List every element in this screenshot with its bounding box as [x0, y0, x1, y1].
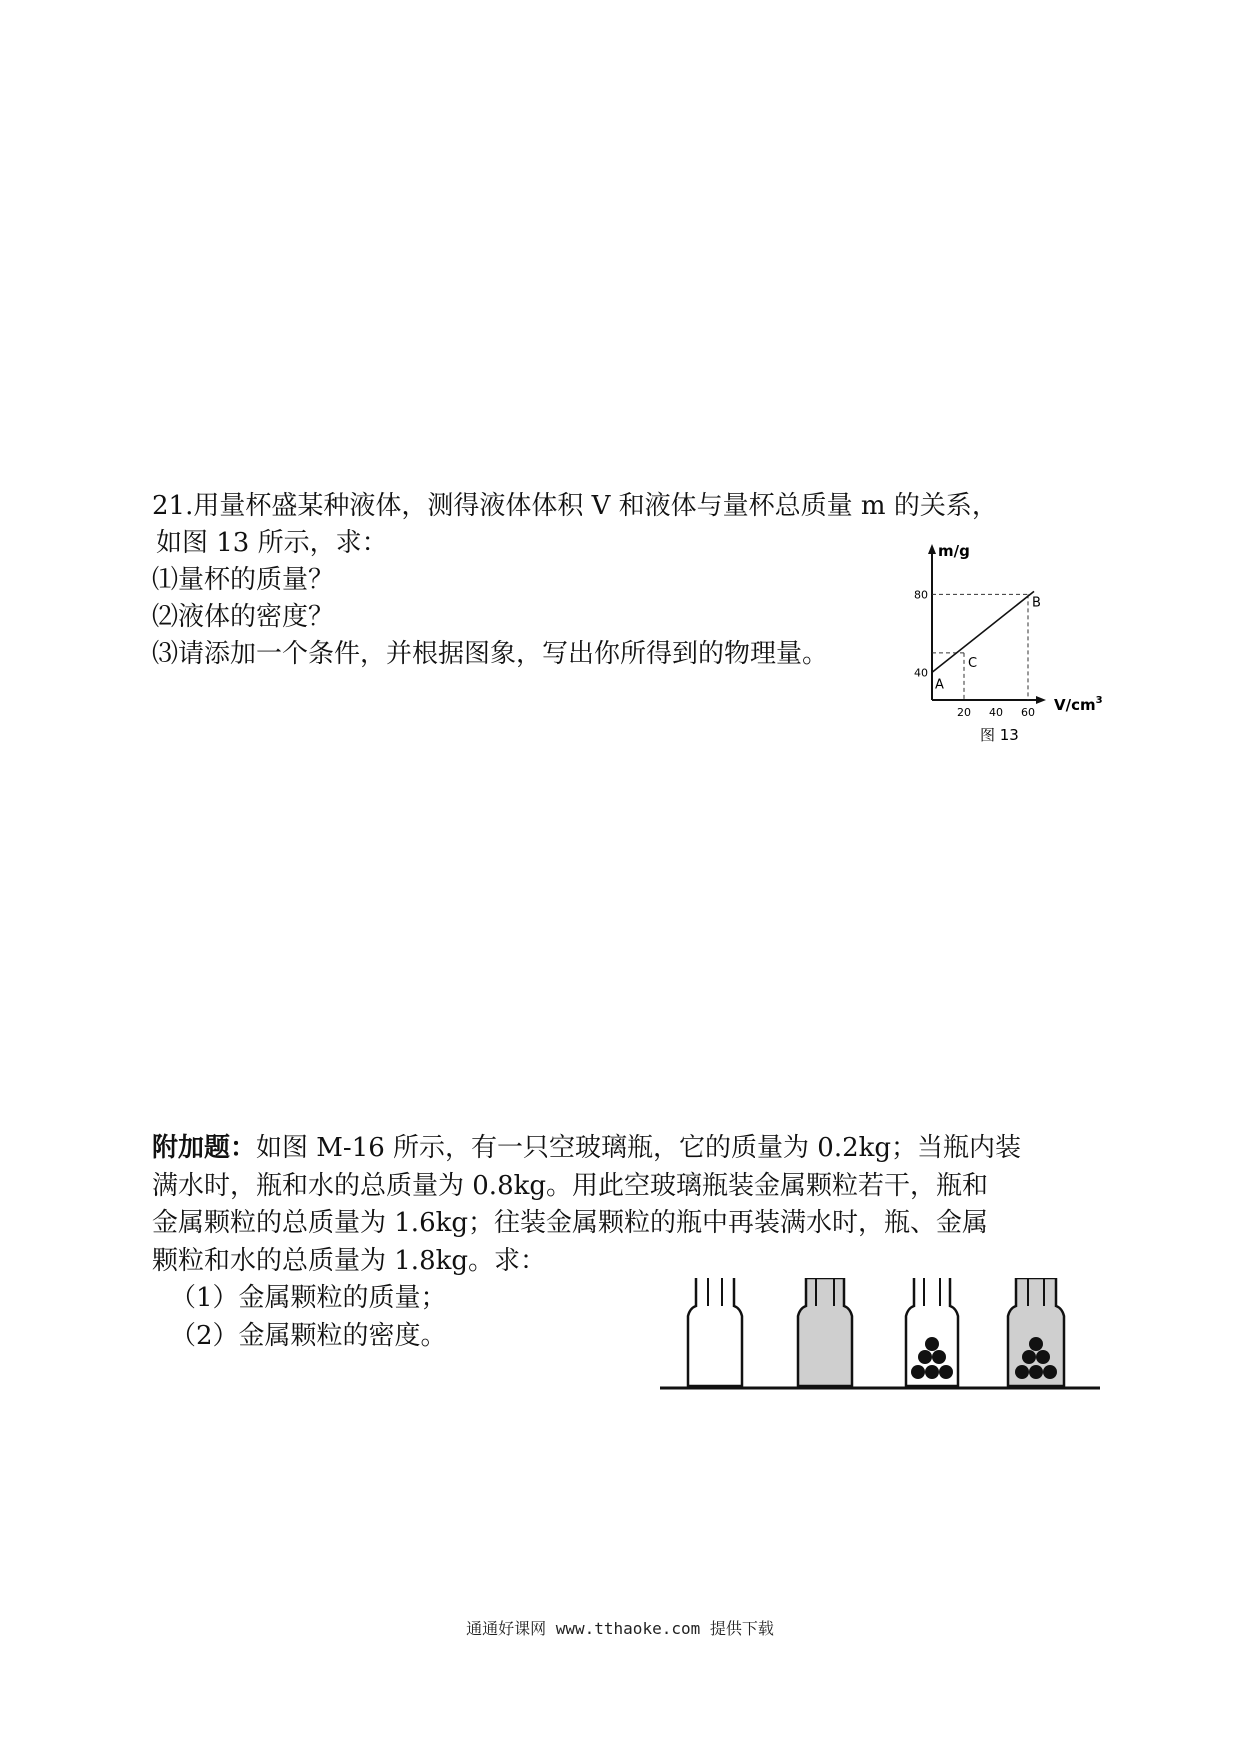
bottle-water-illustration: [798, 1278, 852, 1386]
figure-13-caption: 图 13: [980, 726, 1019, 744]
x-tick-label-40: 40: [989, 706, 1003, 719]
question-21-stem-line-2: 如图 13 所示，求：: [156, 528, 388, 558]
bottle-granules-water-illustration: [1008, 1278, 1064, 1386]
page-footer: 通通好课网 www.tthaoke.com 提供下载: [466, 1619, 774, 1638]
bottle-empty-illustration: [688, 1278, 742, 1386]
question-21-item-3: ⑶请添加一个条件，并根据图象，写出你所得到的物理量。: [152, 639, 829, 669]
figure-13-svg: [908, 540, 1128, 750]
x-tick-label-20: 20: [957, 706, 971, 719]
question-21-item-2: ⑵液体的密度？: [152, 602, 335, 632]
extra-question-line-1-text: 如图 M-16 所示，有一只空玻璃瓶，它的质量为 0.2kg；当瓶内装: [256, 1133, 1022, 1163]
extra-question-line-2: 满水时，瓶和水的总质量为 0.8kg。用此空玻璃瓶装金属颗粒若干，瓶和: [152, 1170, 989, 1201]
y-axis-arrow: [928, 544, 936, 554]
x-axis-arrow: [1036, 696, 1046, 704]
point-label-c: C: [968, 655, 978, 671]
point-label-b: B: [1032, 595, 1041, 611]
bottle-granules-illustration: [906, 1278, 958, 1386]
x-axis-label: $V/cm^3$: [1054, 695, 1103, 714]
extra-question-line-3: 金属颗粒的总质量为 1.6kg；往装金属颗粒的瓶中再装满水时，瓶、金属: [152, 1208, 989, 1238]
y-tick-label-80: 80: [914, 588, 928, 602]
figure-13-graph: [908, 540, 1128, 750]
y-tick-label-40: 40: [914, 666, 928, 680]
extra-question-item-1: （1）金属颗粒的质量；: [170, 1283, 447, 1313]
figure-13-data-marks: [932, 591, 1034, 700]
x-tick-label-60: 60: [1021, 706, 1035, 719]
extra-question-label: 附加题：: [152, 1133, 257, 1163]
question-21-stem-line-1: 21.用量杯盛某种液体，测得液体体积 V 和液体与量杯总质量 m 的关系，: [152, 491, 998, 521]
extra-question-line-4: 颗粒和水的总质量为 1.8kg。求：: [152, 1245, 547, 1276]
y-axis-label: m/g: [938, 542, 970, 560]
extra-question-item-2: （2）金属颗粒的密度。: [170, 1320, 447, 1351]
series-line-m-vs-v: [932, 591, 1034, 672]
figure-m16-bottles: [660, 1278, 1110, 1398]
point-label-a: A: [935, 677, 944, 693]
question-21-item-1: ⑴量杯的质量？: [152, 565, 335, 595]
extra-question-line-1: [152, 1130, 1112, 1168]
